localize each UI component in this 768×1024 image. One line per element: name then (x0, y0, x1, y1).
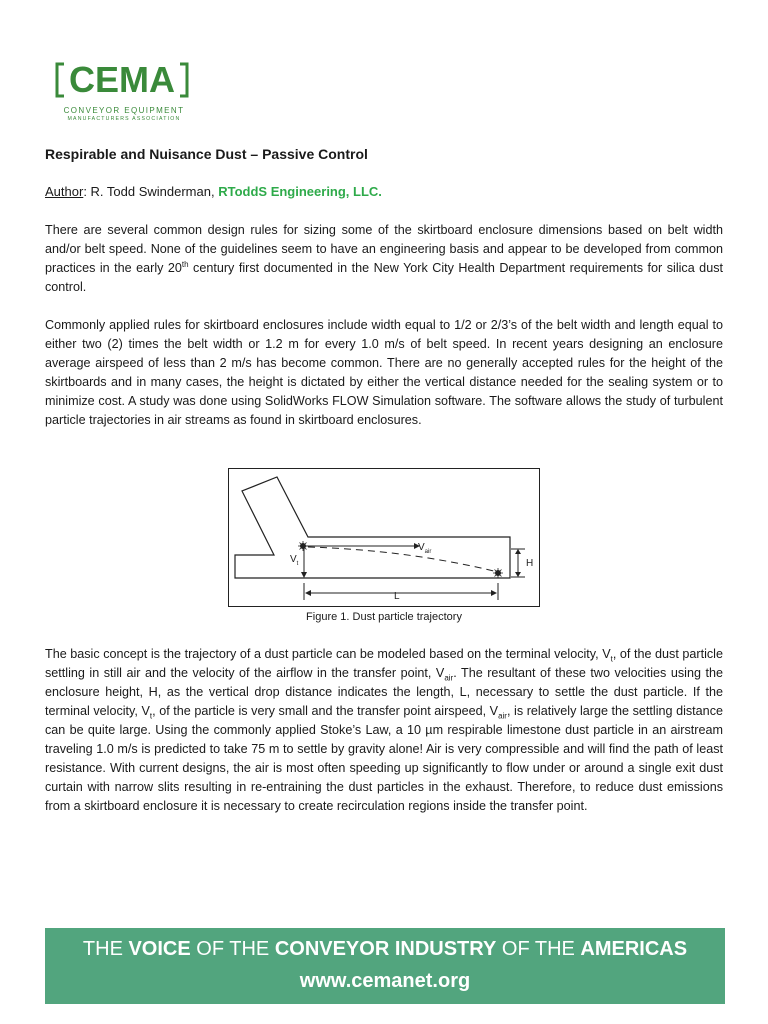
logo-tagline (54, 106, 194, 124)
paragraph-2: Commonly applied rules for skirtboard enclosures include width equal to 1/2 or 2/3’s of the belt width and length equal to either two (2) times the belt width or 1.2 m for every 1.0 m/s of belt speed. In recent years designing an enclosure average airspeed of less than 2 m/s has become common. There are no generally accepted rules for the height of the skirtboards and in many cases, the height is dictated by either the vertical distance needed for the sealing system or to minimize cost. A study was done using SolidWorks FLOW Simulation software. The software allows the study of turbulent particle trajectories in air streams as found in skirtboard enclosures. (45, 318, 723, 427)
author-line (45, 184, 382, 199)
particle-start (298, 541, 308, 551)
l-label: L (394, 591, 400, 602)
figure-caption: Figure 1. Dust particle trajectory (306, 611, 462, 623)
dust-trajectory-figure (228, 468, 540, 607)
footer-banner (45, 928, 725, 1004)
p3-text-a: The basic concept is the trajectory of a dust particle can be modeled based on the terminal velocity, V (45, 647, 611, 661)
p3-sub-2: air (444, 673, 454, 683)
p1-text-a: There are several common design rules for sizing some of the skirtboard enclosure dimensions based on belt width and/or belt speed. None of the guidelines seem to have an engineering basis and appear to be developed from common practices in the early 20 (45, 223, 723, 275)
author-name: : R. Todd Swinderman, (83, 184, 215, 199)
v-t-label: $V_t$ (290, 554, 299, 567)
p3-text-e: , is relatively large the settling distance can be quite large. Using the commonly applied Stoke’s Law, a 10 µm respirable limestone dust particle in an airstream traveling 1.0 m/s is predicted to take 75 m to settle by gravity alone! Air is very compressible and will find the path of least resistance. With current designs, the air is most often speeding up significantly to flow under or around a single exit dust curtain with narrow slits resulting in re-entraining the dust particles in the exhaust. Therefore, to reduce dust emissions from a skirtboard enclosure it is necessary to create recirculation regions inside the transfer point. (45, 704, 723, 813)
logo-line2: MANUFACTURERS ASSOCIATION (67, 116, 181, 122)
footer-url-link[interactable]: www.cemanet.org (299, 970, 471, 992)
paragraph-3 (45, 645, 723, 816)
author-org: RToddS Engineering, LLC. (218, 184, 382, 199)
p3-text-d: , of the particle is very small and the transfer point airspeed, V (152, 704, 499, 718)
v-air-label: $V_{air}$ (418, 542, 432, 555)
p3-sub-4: air (498, 711, 507, 721)
cema-logo (54, 56, 194, 132)
logo-line1: CONVEYOR EQUIPMENT (63, 106, 185, 115)
document-title: Respirable and Nuisance Dust – Passive Control (45, 146, 368, 162)
p3-text-b: , of the dust particle settling in still air and the velocity of the airflow in the transfer point, V (45, 647, 723, 680)
h-label: H (526, 558, 534, 569)
p1-text-b: century first documented in the New York City Health Department requirements for silica dust control. (45, 261, 723, 294)
p1-sup: th (181, 259, 189, 269)
cema-logo-mark (54, 56, 190, 104)
paragraph-1 (45, 221, 723, 297)
p3-sub-3: t (149, 711, 153, 721)
author-label: Author (45, 184, 84, 199)
logo-brand: CEMA (69, 59, 175, 100)
particle-end (493, 568, 503, 578)
p3-text-c: . The resultant of these two velocities using the enclosure height, H, as the vertical drop distance indicates the length, L, necessary to settle the dust particle. If the terminal velocity, V (45, 666, 723, 718)
footer-tagline: THE VOICE OF THE CONVEYOR INDUSTRY OF THE AMERICAS (82, 938, 688, 960)
p3-sub-1: t (610, 654, 613, 664)
